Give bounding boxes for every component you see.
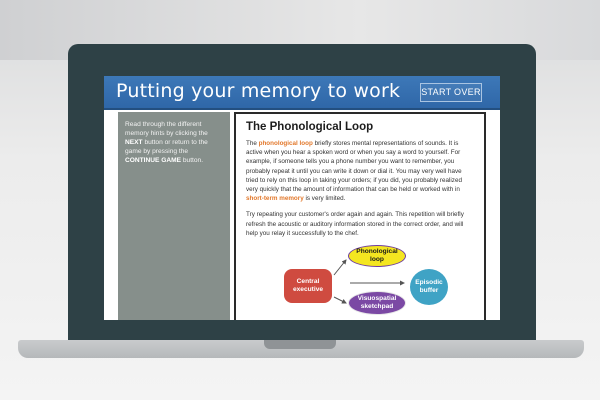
p1-text-c: is very limited.	[305, 195, 346, 203]
sidebar-line-1: Read through the different memory hints by clicking the	[125, 121, 208, 137]
paragraph-1	[246, 139, 474, 203]
app-header	[104, 76, 500, 110]
arrow-to-visuospatial	[334, 297, 346, 303]
working-memory-diagram	[246, 245, 476, 320]
app-title: Putting your memory to work	[116, 80, 401, 102]
paragraph-2: Try repeating your customer's order again and again. This repetition will briefly refresh the acoustic or auditory information stored in the correct order, and will help you relay it successfully to the chef.	[246, 211, 464, 237]
arrow-to-phonological	[334, 260, 346, 275]
sidebar-line-3: button.	[182, 157, 204, 164]
start-over-button[interactable]: START OVER	[420, 83, 482, 102]
visuospatial-sketchpad-node: Visuospatial sketchpad	[348, 291, 406, 315]
laptop-screen	[104, 76, 500, 320]
phonological-loop-node: Phonological loop	[348, 245, 406, 267]
central-executive-node: Central executive	[284, 269, 332, 303]
laptop-notch	[264, 340, 336, 349]
sidebar-text	[125, 120, 223, 165]
term-phonological-loop: phonological loop	[258, 140, 313, 147]
content-panel[interactable]	[234, 112, 486, 320]
next-keyword: NEXT	[125, 139, 143, 146]
sidebar-line-2: button or return to the game by pressing the	[125, 139, 208, 155]
page-title: The Phonological Loop	[246, 121, 374, 133]
continue-game-keyword: CONTINUE GAME	[125, 157, 182, 164]
term-short-term-memory: short-term memory	[246, 195, 304, 203]
p1-text-b: briefly stores mental representations of sounds. It is active when you hear a spoken word or when you say a word to yourself. For example, if someone tells you a phone number you want to remember, you probably repeat it until you can write it down or dial it. You may very well have tried to rely on this loop in taking your orders; if you did, you probably realized very quickly that the amount of information that can be held or worked with in	[246, 140, 462, 194]
episodic-buffer-node: Episodic buffer	[410, 269, 448, 305]
p1-text-a: The	[246, 140, 257, 147]
sidebar-instructions	[118, 112, 230, 320]
